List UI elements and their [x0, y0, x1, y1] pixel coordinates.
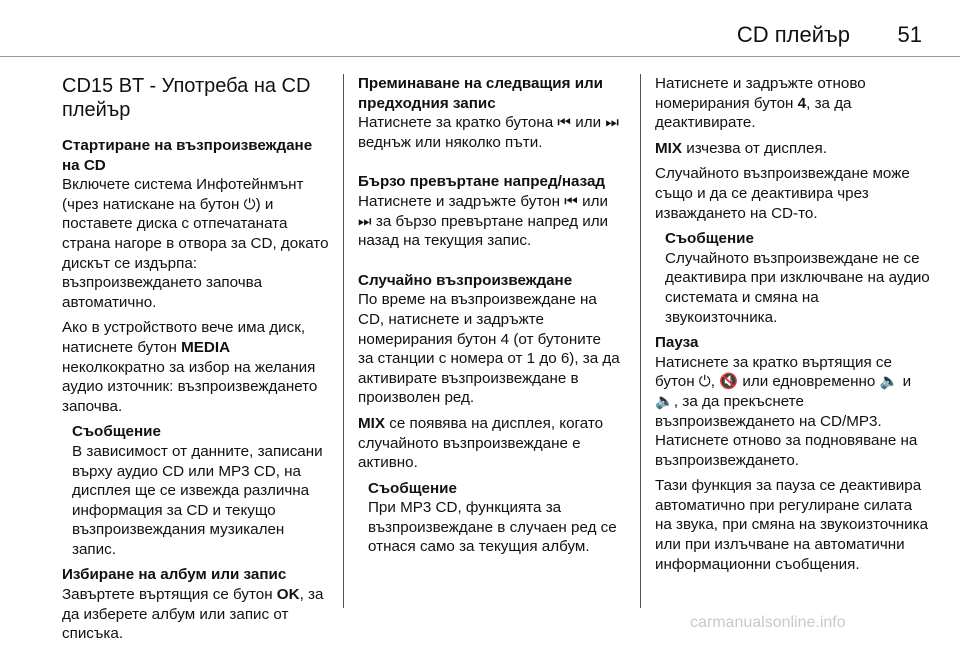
heading-start-playback: Стартиране на възпроизвеждане на CD	[62, 137, 313, 174]
note-title: Съобщение	[368, 479, 457, 497]
heading-next-track: Преминаване на следващия или предходния запис	[358, 75, 604, 112]
button-4-label: 4	[797, 94, 807, 112]
page-number: 51	[897, 22, 922, 47]
note-title: Съобщение	[72, 423, 161, 441]
paragraph-media: Ако в устройството вече има диск, натиснете бутон MEDIA неколкократно за избор на желания аудио източник: възпроизвеждането започва.	[62, 319, 318, 415]
paragraph-next-track: Натиснете за кратко бутона ⏮ или ⏭ веднъж или няколко пъти.	[358, 114, 620, 151]
paragraph-fast-forward: Натиснете и задръжте бутон ⏮ или ⏭ за бързо превъртане напред или назад на текущия запис.	[358, 192, 609, 250]
media-button-label: MEDIA	[181, 338, 231, 356]
header-rule	[0, 56, 960, 57]
note-text: В зависимост от данните, записани върху аудио CD или MP3 CD, на дисплея ще се извежда различна информация за CD и текущо възпроизвеждания музикален запис.	[72, 442, 323, 558]
section-title: CD15 BT - Употреба на CD плейър	[62, 75, 311, 121]
page-title: CD плейър	[736, 22, 850, 47]
note-1	[72, 422, 332, 559]
page-header	[0, 0, 960, 56]
paragraph-random-play: По време на възпроизвеждане на CD, натиснете и задръжте номерирания бутон 4 (от бутоните за станции с номера от 1 до 6), за да активирате възпроизвеждане в произволен ред.	[358, 291, 620, 407]
heading-select-album: Избиране на албум или запис	[62, 566, 287, 584]
paragraph-select-album: Завъртете въртящия се бутон OK, за да изберете албум или запис от списъка.	[62, 586, 324, 643]
note-title: Съобщение	[665, 230, 754, 248]
paragraph-pause: Натиснете за кратко въртящия се бутон ⏻, 🔇 или едновременно 🔈 и 🔈, за да прекъснете възпроизвеждането на CD/MP3. Натиснете отново за подновяване на възпроизвеждането.	[655, 353, 918, 469]
column-2	[358, 74, 620, 563]
heading-random-play: Случайно възпроизвеждане	[358, 271, 573, 289]
paragraph-deactivate: Натиснете и задръжте отново номерирания бутон 4, за да деактивирате.	[655, 75, 866, 132]
column-divider-1	[343, 74, 344, 608]
column-divider-2	[640, 74, 641, 608]
mix-label: MIX	[358, 414, 386, 432]
paragraph-start: Включете система Инфотейнмънт (чрез натискане на бутон ⏻) и поставете диска с отпечатаната страна нагоре в отвора за CD, докато дискът се издърпа: възпроизвеждането започва автоматично.	[62, 176, 329, 311]
column-3	[655, 74, 930, 580]
mix-label: MIX	[655, 139, 683, 157]
column-1	[62, 74, 332, 650]
note-3	[665, 229, 930, 327]
note-text: При MP3 CD, функцията за възпроизвеждане в случаен ред се отнася само за текущия албум.	[368, 499, 617, 556]
paragraph-pause-auto: Тази функция за пауза се деактивира автоматично при регулиране силата на звука, при смяна на звукоизточника или при излъчване на автоматични информационни съобщения.	[655, 477, 929, 573]
ok-button-label: OK	[276, 586, 300, 604]
watermark: carmanualsonline.info	[690, 614, 846, 631]
heading-pause: Пауза	[655, 334, 699, 352]
heading-fast-forward: Бързо превъртане напред/назад	[358, 173, 606, 191]
note-2	[368, 479, 620, 557]
note-text: Случайното възпроизвеждане не се деактивира при изключване на аудио системата и смяна на звукоизточника.	[665, 249, 930, 326]
paragraph-random-eject: Случайното възпроизвеждане може също и да се деактивира чрез изваждането на CD-то.	[655, 165, 910, 222]
paragraph-mix-off: MIX изчезва от дисплея.	[655, 139, 827, 157]
paragraph-mix: MIX се появява на дисплея, когато случайното възпроизвеждане е активно.	[358, 414, 604, 472]
